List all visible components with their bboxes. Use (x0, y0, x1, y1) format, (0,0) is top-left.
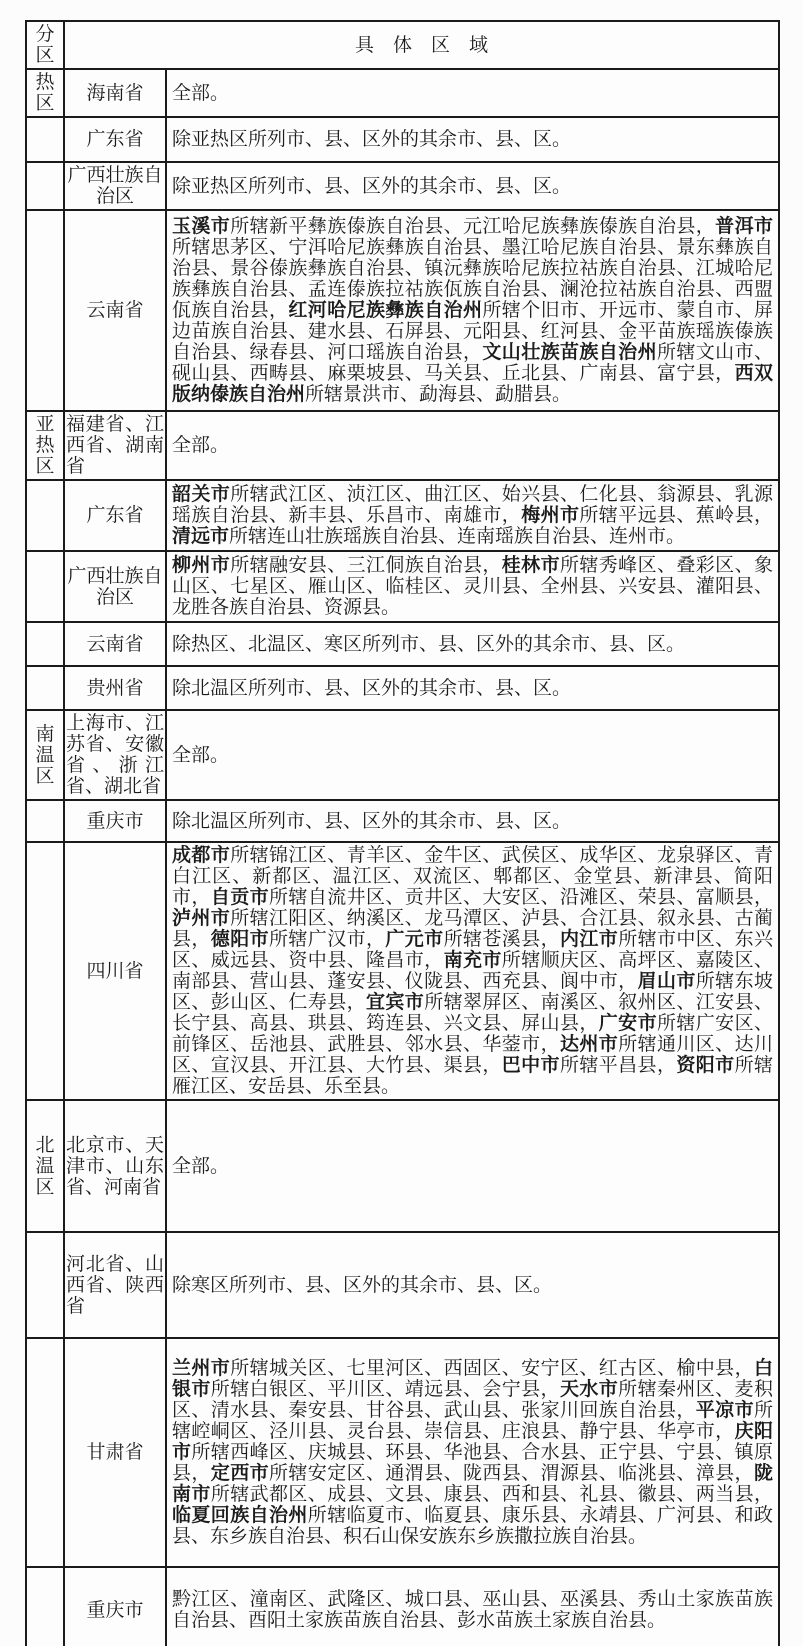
region-detail-cell: 除亚热区所列市、县、区外的其余市、县、区。 (166, 117, 779, 162)
header-cell-zone: 分区 (26, 21, 64, 69)
zone-cell (26, 842, 64, 1100)
province-cell: 广西壮族自治区 (64, 551, 166, 622)
zone-cell: 南温区 (26, 710, 64, 800)
region-detail-cell: 柳州市所辖融安县、三江侗族自治县，桂林市所辖秀峰区、叠彩区、象山区、七星区、雁山区、临桂区、灵川县、全州县、兴安县、灌阳县、龙胜各族自治县、资源县。 (166, 551, 779, 622)
province-cell: 广东省 (64, 480, 166, 551)
table-row (26, 69, 779, 117)
province-cell: 广东省 (64, 117, 166, 162)
region-detail-cell: 除热区、北温区、寒区所列市、县、区外的其余市、县、区。 (166, 622, 779, 666)
zone-cell (26, 162, 64, 210)
zone-cell (26, 117, 64, 162)
region-detail-cell: 除北温区所列市、县、区外的其余市、县、区。 (166, 666, 779, 710)
region-detail-cell: 除亚热区所列市、县、区外的其余市、县、区。 (166, 162, 779, 210)
table-row (26, 666, 779, 710)
province-cell: 上海市、江苏省、安徽省、浙江省、湖北省 (64, 710, 166, 800)
table-row (26, 210, 779, 411)
region-detail-cell: 除寒区所列市、县、区外的其余市、县、区。 (166, 1232, 779, 1338)
table-row (26, 411, 779, 480)
province-cell: 四川省 (64, 842, 166, 1100)
province-cell: 云南省 (64, 210, 166, 411)
table-row (26, 1100, 779, 1232)
zone-cell (26, 666, 64, 710)
table-row (26, 1567, 779, 1646)
zone-cell (26, 800, 64, 842)
zone-cell (26, 551, 64, 622)
zone-cell: 北温区 (26, 1100, 64, 1232)
zone-cell (26, 622, 64, 666)
table-row (26, 480, 779, 551)
province-cell: 河北省、山西省、陕西省 (64, 1232, 166, 1338)
province-cell: 海南省 (64, 69, 166, 117)
province-cell: 重庆市 (64, 800, 166, 842)
table-row (26, 162, 779, 210)
table-row (26, 800, 779, 842)
region-detail-cell: 全部。 (166, 1100, 779, 1232)
region-detail-cell: 兰州市所辖城关区、七里河区、西固区、安宁区、红古区、榆中县，白银市所辖白银区、平川区、靖远县、会宁县，天水市所辖秦州区、麦积区、清水县、秦安县、甘谷县、武山县、张家川回族自治县，平凉市所辖崆峒区、泾川县、灵台县、崇信县、庄浪县、静宁县、华亭市，庆阳市所辖西峰区、庆城县、环县、华池县、合水县、正宁县、宁县、镇原县，定西市所辖安定区、通渭县、陇西县、渭源县、临洮县、漳县，陇南市所辖武都区、成县、文县、康县、西和县、礼县、徽县、两当县，临夏回族自治州所辖临夏市、临夏县、康乐县、永靖县、广河县、和政县、东乡族自治县、积石山保安族东乡族撒拉族自治县。 (166, 1338, 779, 1567)
province-cell: 甘肃省 (64, 1338, 166, 1567)
region-detail-cell: 除北温区所列市、县、区外的其余市、县、区。 (166, 800, 779, 842)
zone-cell (26, 1338, 64, 1567)
header-cell-region: 具 体 区 域 (64, 21, 779, 69)
region-detail-cell: 韶关市所辖武江区、浈江区、曲江区、始兴县、仁化县、翁源县、乳源瑶族自治县、新丰县、乐昌市、南雄市，梅州市所辖平远县、蕉岭县，清远市所辖连山壮族瑶族自治县、连南瑶族自治县、连州市。 (166, 480, 779, 551)
region-detail-cell: 黔江区、潼南区、武隆区、城口县、巫山县、巫溪县、秀山土家族苗族自治县、酉阳土家族苗族自治县、彭水苗族土家族自治县。 (166, 1567, 779, 1646)
climate-zone-table (25, 20, 780, 1646)
zone-cell: 亚热区 (26, 411, 64, 480)
table-row (26, 551, 779, 622)
region-detail-cell: 全部。 (166, 411, 779, 480)
zone-cell (26, 1232, 64, 1338)
region-detail-cell: 玉溪市所辖新平彝族傣族自治县、元江哈尼族彝族傣族自治县，普洱市所辖思茅区、宁洱哈尼族彝族自治县、墨江哈尼族自治县、景东彝族自治县、景谷傣族彝族自治县、镇沅彝族哈尼族拉祜族自治县、江城哈尼族彝族自治县、孟连傣族拉祜族佤族自治县、澜沧拉祜族自治县、西盟佤族自治县，红河哈尼族彝族自治州所辖个旧市、开远市、蒙自市、屏边苗族自治县、建水县、石屏县、元阳县、红河县、金平苗族瑶族傣族自治县、绿春县、河口瑶族自治县，文山壮族苗族自治州所辖文山市、砚山县、西畴县、麻栗坡县、马关县、丘北县、广南县、富宁县，西双版纳傣族自治州所辖景洪市、勐海县、勐腊县。 (166, 210, 779, 411)
province-cell: 重庆市 (64, 1567, 166, 1646)
table-row (26, 1232, 779, 1338)
region-detail-cell: 成都市所辖锦江区、青羊区、金牛区、武侯区、成华区、龙泉驿区、青白江区、新都区、温江区、双流区、郫都区、金堂县、新津县、简阳市，自贡市所辖自流井区、贡井区、大安区、沿滩区、荣县、富顺县，泸州市所辖江阳区、纳溪区、龙马潭区、泸县、合江县、叙永县、古蔺县，德阳市所辖广汉市，广元市所辖苍溪县，内江市所辖市中区、东兴区、威远县、资中县、隆昌市，南充市所辖顺庆区、高坪区、嘉陵区、南部县、营山县、蓬安县、仪陇县、西充县、阆中市，眉山市所辖东坡区、彭山区、仁寿县，宜宾市所辖翠屏区、南溪区、叙州区、江安县、长宁县、高县、珙县、筠连县、兴文县、屏山县，广安市所辖广安区、前锋区、岳池县、武胜县、邻水县、华蓥市，达州市所辖通川区、达川区、宣汉县、开江县、大竹县、渠县，巴中市所辖平昌县，资阳市所辖雁江区、安岳县、乐至县。 (166, 842, 779, 1100)
table-body (26, 69, 779, 1646)
table-row (26, 622, 779, 666)
province-cell: 广西壮族自治区 (64, 162, 166, 210)
province-cell: 福建省、江西省、湖南省 (64, 411, 166, 480)
province-cell: 贵州省 (64, 666, 166, 710)
zone-cell: 热区 (26, 69, 64, 117)
region-detail-cell: 全部。 (166, 710, 779, 800)
table-row (26, 1338, 779, 1567)
region-detail-cell: 全部。 (166, 69, 779, 117)
zone-cell (26, 210, 64, 411)
table-header-row (26, 21, 779, 69)
zone-cell (26, 480, 64, 551)
zone-cell (26, 1567, 64, 1646)
table-row (26, 117, 779, 162)
table-row (26, 710, 779, 800)
table-row (26, 842, 779, 1100)
province-cell: 北京市、天津市、山东省、河南省 (64, 1100, 166, 1232)
province-cell: 云南省 (64, 622, 166, 666)
